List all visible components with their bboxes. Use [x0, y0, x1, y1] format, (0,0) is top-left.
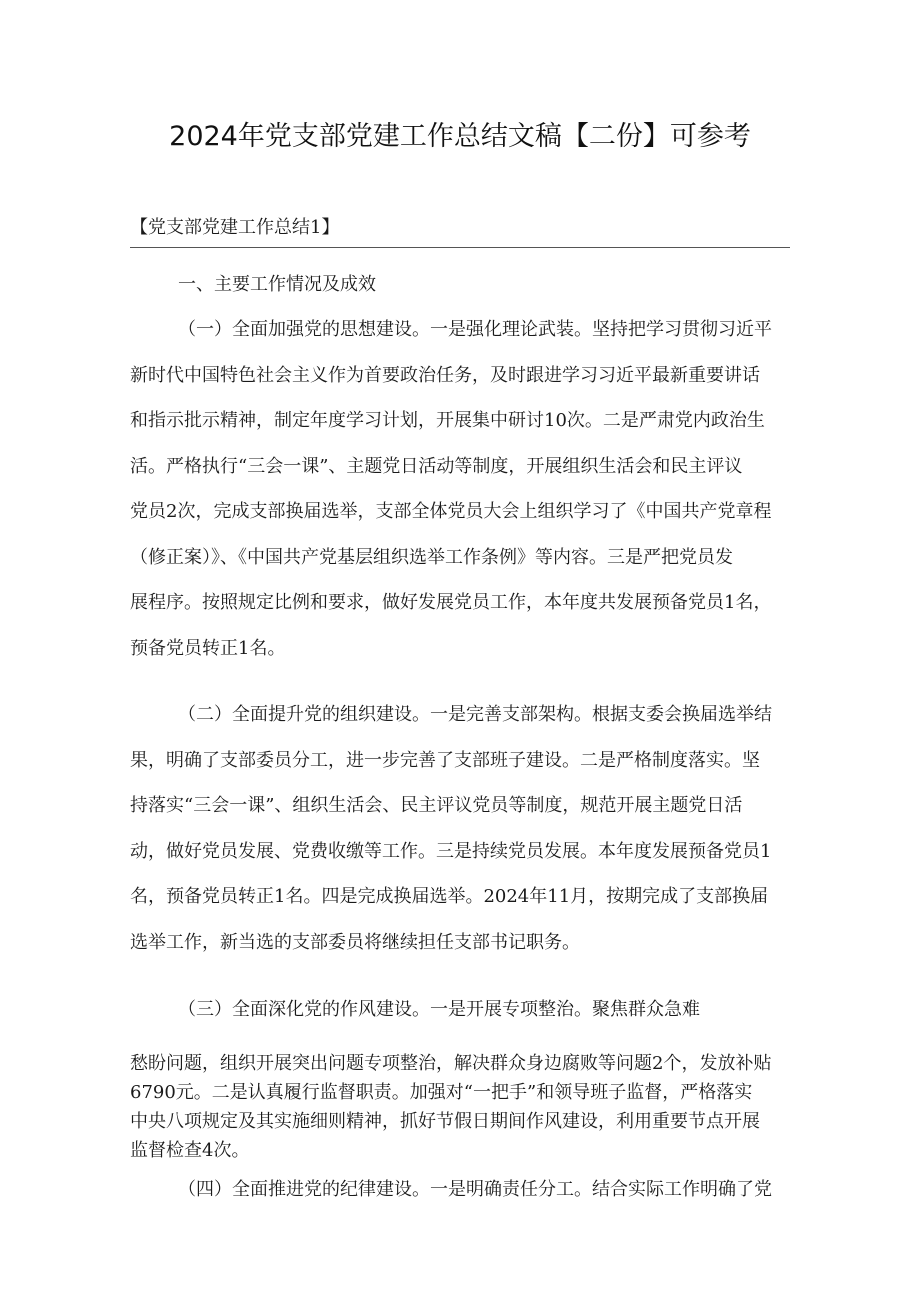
paragraph-line: 和指示批示精神，制定年度学习计划，开展集中研讨10次。二是严肃党内政治生 — [130, 410, 765, 431]
paragraph-organization — [130, 692, 790, 965]
paragraph-line: 愁盼问题，组织开展突出问题专项整治，解决群众身边腐败等问题2个，发放补贴 — [130, 1053, 772, 1074]
document-title: 2024年党支部党建工作总结文稿【二份】可参考 — [169, 121, 751, 152]
paragraph-line: （一）全面加强党的思想建设。一是强化理论武装。坚持把学习贯彻习近平 — [178, 319, 772, 340]
paragraph-line: 预备党员转正1名。 — [130, 637, 286, 659]
section-divider — [130, 247, 790, 248]
paragraph-line: （二）全面提升党的组织建设。一是完善支部架构。根据支委会换届选举结 — [178, 704, 772, 725]
paragraph-line: 中央八项规定及其实施细则精神，抓好节假日期间作风建设，利用重要节点开展 — [130, 1111, 760, 1132]
paragraph-line: 新时代中国特色社会主义作为首要政治任务，及时跟进学习习近平最新重要讲话 — [130, 364, 760, 386]
paragraph-discipline — [130, 1167, 790, 1213]
paragraph-line: 名，预备党员转正1名。四是完成换届选举。2024年11月，按期完成了支部换届 — [130, 886, 769, 907]
paragraph-line: 监督检查4次。 — [130, 1140, 250, 1161]
paragraph-line: 果，明确了支部委员分工，进一步完善了支部班子建设。二是严格制度落实。坚 — [130, 749, 760, 771]
paragraph-line: （四）全面推进党的纪律建设。一是明确责任分工。结合实际工作明确了党 — [178, 1179, 772, 1200]
part-one-heading: 一、主要工作情况及成效 — [178, 274, 376, 295]
paragraph-line: 党员2次，完成支部换届选举，支部全体党员大会上组织学习了《中国共产党章程 — [130, 501, 772, 522]
paragraph-line: 持落实“三会一课”、组织生活会、民主评议党员等制度，规范开展主题党日活 — [130, 795, 743, 816]
part-one-heading-block — [130, 262, 790, 308]
paragraph-line: 活。严格执行“三会一课”、主题党日活动等制度，开展组织生活会和民主评议 — [130, 455, 743, 477]
paragraph-line: 选举工作，新当选的支部委员将继续担任支部书记职务。 — [130, 931, 580, 953]
section-heading: 【党支部党建工作总结1】 — [130, 217, 340, 238]
paragraph-ideology — [130, 307, 790, 671]
paragraph-line: 动，做好党员发展、党费收缴等工作。三是持续党员发展。本年度发展预备党员1 — [130, 840, 772, 862]
paragraph-line: 6790元。二是认真履行监督职责。加强对“一把手”和领导班子监督，严格落实 — [130, 1082, 753, 1103]
paragraph-line: （修正案）》、《中国共产党基层组织选举工作条例》等内容。三是严把党员发 — [130, 546, 733, 568]
paragraph-line: 展程序。按照规定比例和要求，做好发展党员工作，本年度共发展预备党员1名， — [130, 592, 772, 613]
paragraph-style-first-line-block — [130, 987, 790, 1033]
paragraph-line: （三）全面深化党的作风建设。一是开展专项整治。聚焦群众急难 — [178, 999, 700, 1020]
paragraph-style-continued — [130, 1049, 790, 1165]
